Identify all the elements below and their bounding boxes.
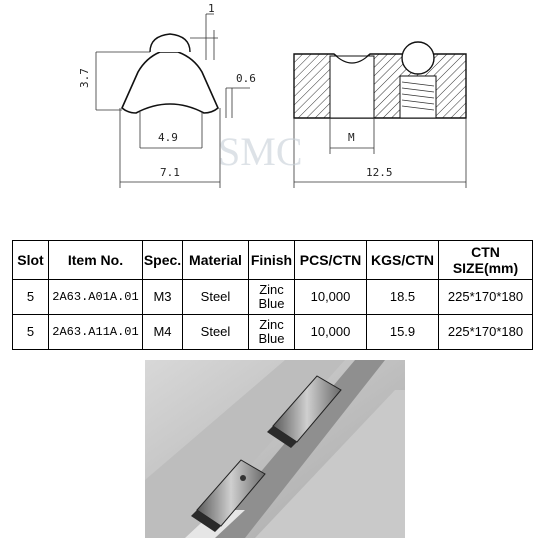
nut-side-view bbox=[294, 42, 466, 188]
dim-top-gap: 1 bbox=[208, 2, 215, 15]
header-material: Material bbox=[183, 241, 249, 280]
watermark: SMC bbox=[218, 129, 303, 174]
table-row bbox=[13, 315, 533, 350]
cell-finish: Zinc Blue bbox=[249, 280, 295, 315]
cell-ctn-size: 225*170*180 bbox=[439, 280, 533, 315]
cell-slot: 5 bbox=[13, 280, 49, 315]
spec-table bbox=[12, 240, 533, 350]
cell-pcs-ctn: 10,000 bbox=[295, 315, 367, 350]
header-item-no: Item No. bbox=[49, 241, 143, 280]
cell-pcs-ctn: 10,000 bbox=[295, 280, 367, 315]
cell-item-no: 2A63.A01A.01 bbox=[49, 280, 143, 315]
dim-length: 12.5 bbox=[366, 166, 393, 179]
technical-drawing bbox=[0, 0, 550, 235]
header-kgs-ctn: KGS/CTN bbox=[367, 241, 439, 280]
cell-material: Steel bbox=[183, 280, 249, 315]
dim-height: 3.7 bbox=[78, 68, 91, 88]
table-row bbox=[13, 280, 533, 315]
dim-thread: M bbox=[348, 131, 355, 144]
table-header-row bbox=[13, 241, 533, 280]
cell-ctn-size: 225*170*180 bbox=[439, 315, 533, 350]
header-ctn-size: CTN SIZE(mm) bbox=[439, 241, 533, 280]
product-photo bbox=[145, 360, 405, 538]
cell-kgs-ctn: 18.5 bbox=[367, 280, 439, 315]
header-finish: Finish bbox=[249, 241, 295, 280]
cell-item-no: 2A63.A11A.01 bbox=[49, 315, 143, 350]
cell-finish: Zinc Blue bbox=[249, 315, 295, 350]
cell-slot: 5 bbox=[13, 315, 49, 350]
header-slot: Slot bbox=[13, 241, 49, 280]
cell-kgs-ctn: 15.9 bbox=[367, 315, 439, 350]
cell-material: Steel bbox=[183, 315, 249, 350]
dim-top-width: 4.9 bbox=[158, 131, 178, 144]
dim-side-gap: 0.6 bbox=[236, 72, 256, 85]
header-pcs-ctn: PCS/CTN bbox=[295, 241, 367, 280]
cell-spec: M3 bbox=[143, 280, 183, 315]
dim-overall-width: 7.1 bbox=[160, 166, 180, 179]
cell-spec: M4 bbox=[143, 315, 183, 350]
header-spec: Spec. bbox=[143, 241, 183, 280]
